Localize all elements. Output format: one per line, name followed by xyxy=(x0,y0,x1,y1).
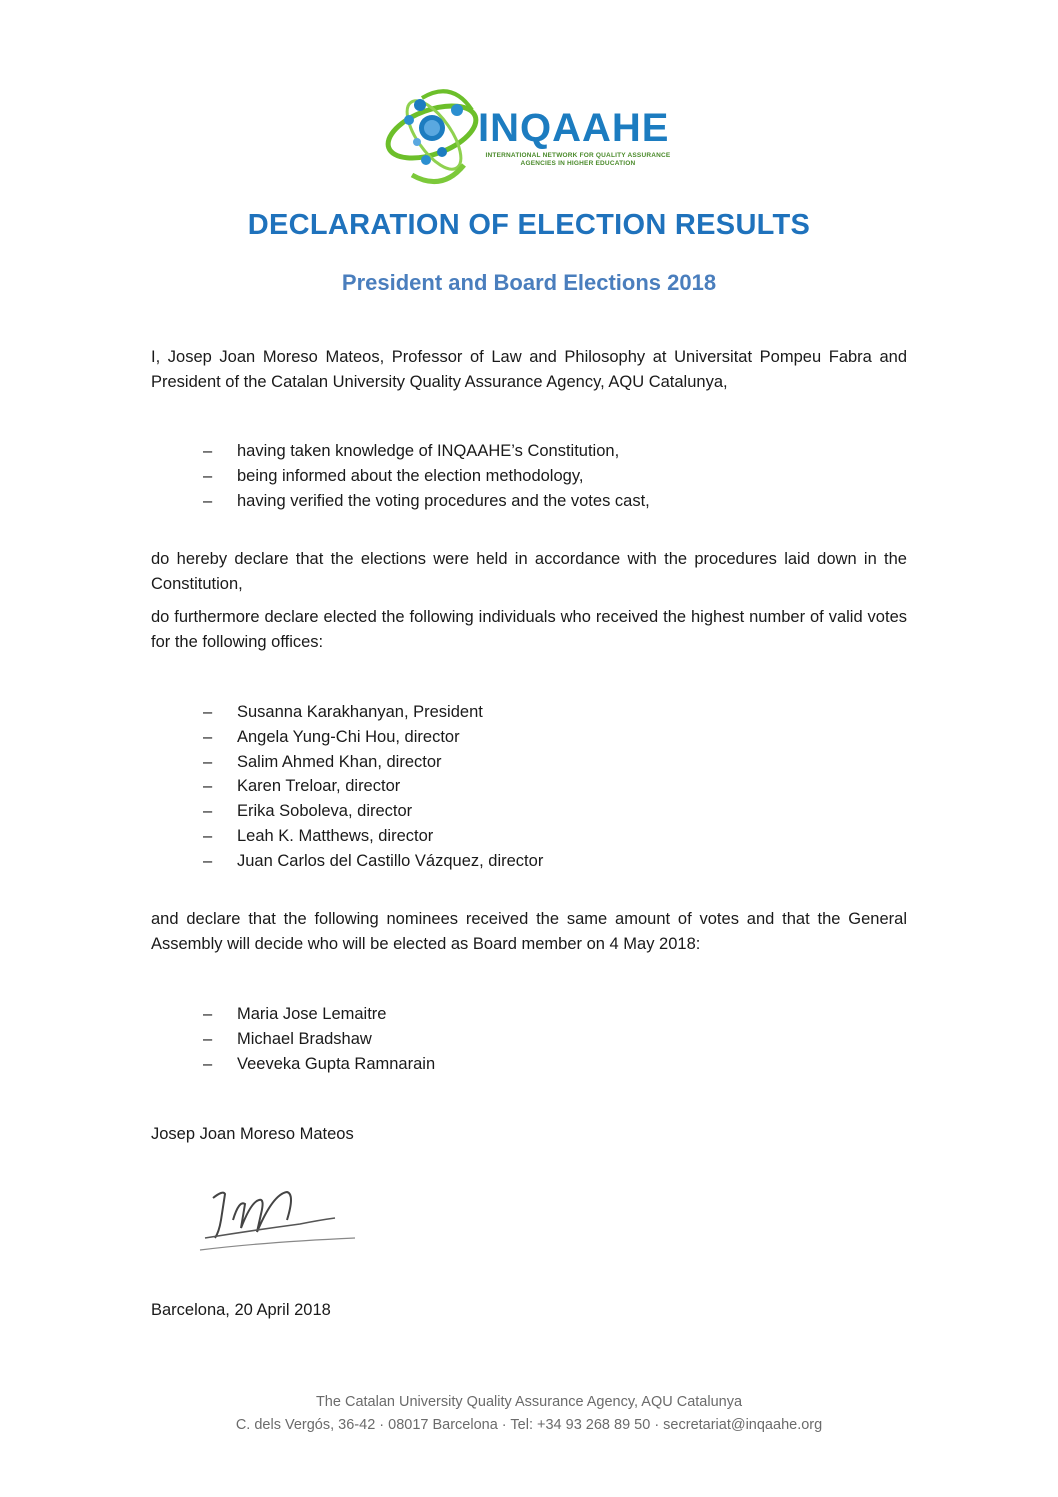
inqaahe-logo xyxy=(382,80,672,190)
list-item: – Michael Bradshaw xyxy=(203,1027,435,1052)
dash-icon: – xyxy=(203,1005,213,1023)
list-item: – Leah K. Matthews, director xyxy=(203,824,543,849)
footer-contact: C. dels Vergós, 36-42 · 08017 Barcelona · Tel: +34 93 268 89 50 · secretariat@inqaahe.org xyxy=(235,1417,823,1433)
list-item: – Maria Jose Lemaitre xyxy=(203,1002,435,1027)
tied-nominees-list xyxy=(203,1002,435,1076)
logo-tagline: INTERNATIONAL NETWORK FOR QUALITY ASSURANCE AGENCIES IN HIGHER EDUCATION xyxy=(485,152,671,167)
dash-icon: – xyxy=(203,752,213,771)
conditions-list xyxy=(203,439,650,513)
logo-wordmark: INQAAHE xyxy=(478,106,670,150)
elected-list xyxy=(203,700,543,874)
list-item: – Erika Soboleva, director xyxy=(203,799,543,824)
list-item: – having verified the voting procedures and the votes cast, xyxy=(203,489,650,514)
list-item: – Susanna Karakhanyan, President xyxy=(203,700,543,725)
dash-icon: – xyxy=(203,1029,213,1048)
dash-icon: – xyxy=(203,727,213,746)
place-and-date: Barcelona, 20 April 2018 xyxy=(151,1301,331,1319)
handwritten-signature xyxy=(195,1180,365,1260)
list-item: – Juan Carlos del Castillo Vázquez, director xyxy=(203,849,543,874)
declaration-paragraph-3: and declare that the following nominees received the same amount of votes and that the General Assembly will decide who will be elected as Board member on 4 May 2018: xyxy=(151,910,907,953)
document-title: DECLARATION OF ELECTION RESULTS xyxy=(247,209,811,241)
dash-icon: – xyxy=(203,466,213,485)
dash-icon: – xyxy=(203,703,213,721)
declaration-paragraph-1: do hereby declare that the elections were held in accordance with the procedures laid down in the Constitution, xyxy=(151,550,907,593)
list-item: – Salim Ahmed Khan, director xyxy=(203,750,543,775)
atom-network-logo-icon xyxy=(382,80,482,190)
dash-icon: – xyxy=(203,491,213,510)
dash-icon: – xyxy=(203,1054,213,1073)
dash-icon: – xyxy=(203,442,213,460)
list-item: – Angela Yung-Chi Hou, director xyxy=(203,725,543,750)
declaration-paragraph-2: do furthermore declare elected the following individuals who received the highest number of valid votes for the following offices: xyxy=(151,608,907,651)
list-item: – Veeveka Gupta Ramnarain xyxy=(203,1052,435,1077)
intro-paragraph: I, Josep Joan Moreso Mateos, Professor of Law and Philosophy at Universitat Pompeu Fabra and President of the Catalan University Quality Assurance Agency, AQU Catalunya, xyxy=(151,348,907,391)
list-item: – Karen Treloar, director xyxy=(203,774,543,799)
document-subtitle: President and Board Elections 2018 xyxy=(341,270,717,295)
dash-icon: – xyxy=(203,777,213,796)
dash-icon: – xyxy=(203,826,213,845)
dash-icon: – xyxy=(203,851,213,870)
list-item: – being informed about the election methodology, xyxy=(203,464,650,489)
list-item: – having taken knowledge of INQAAHE’s Constitution, xyxy=(203,439,650,464)
footer-agency: The Catalan University Quality Assurance Agency, AQU Catalunya xyxy=(315,1394,743,1410)
signatory-name: Josep Joan Moreso Mateos xyxy=(151,1125,354,1143)
dash-icon: – xyxy=(203,802,213,821)
